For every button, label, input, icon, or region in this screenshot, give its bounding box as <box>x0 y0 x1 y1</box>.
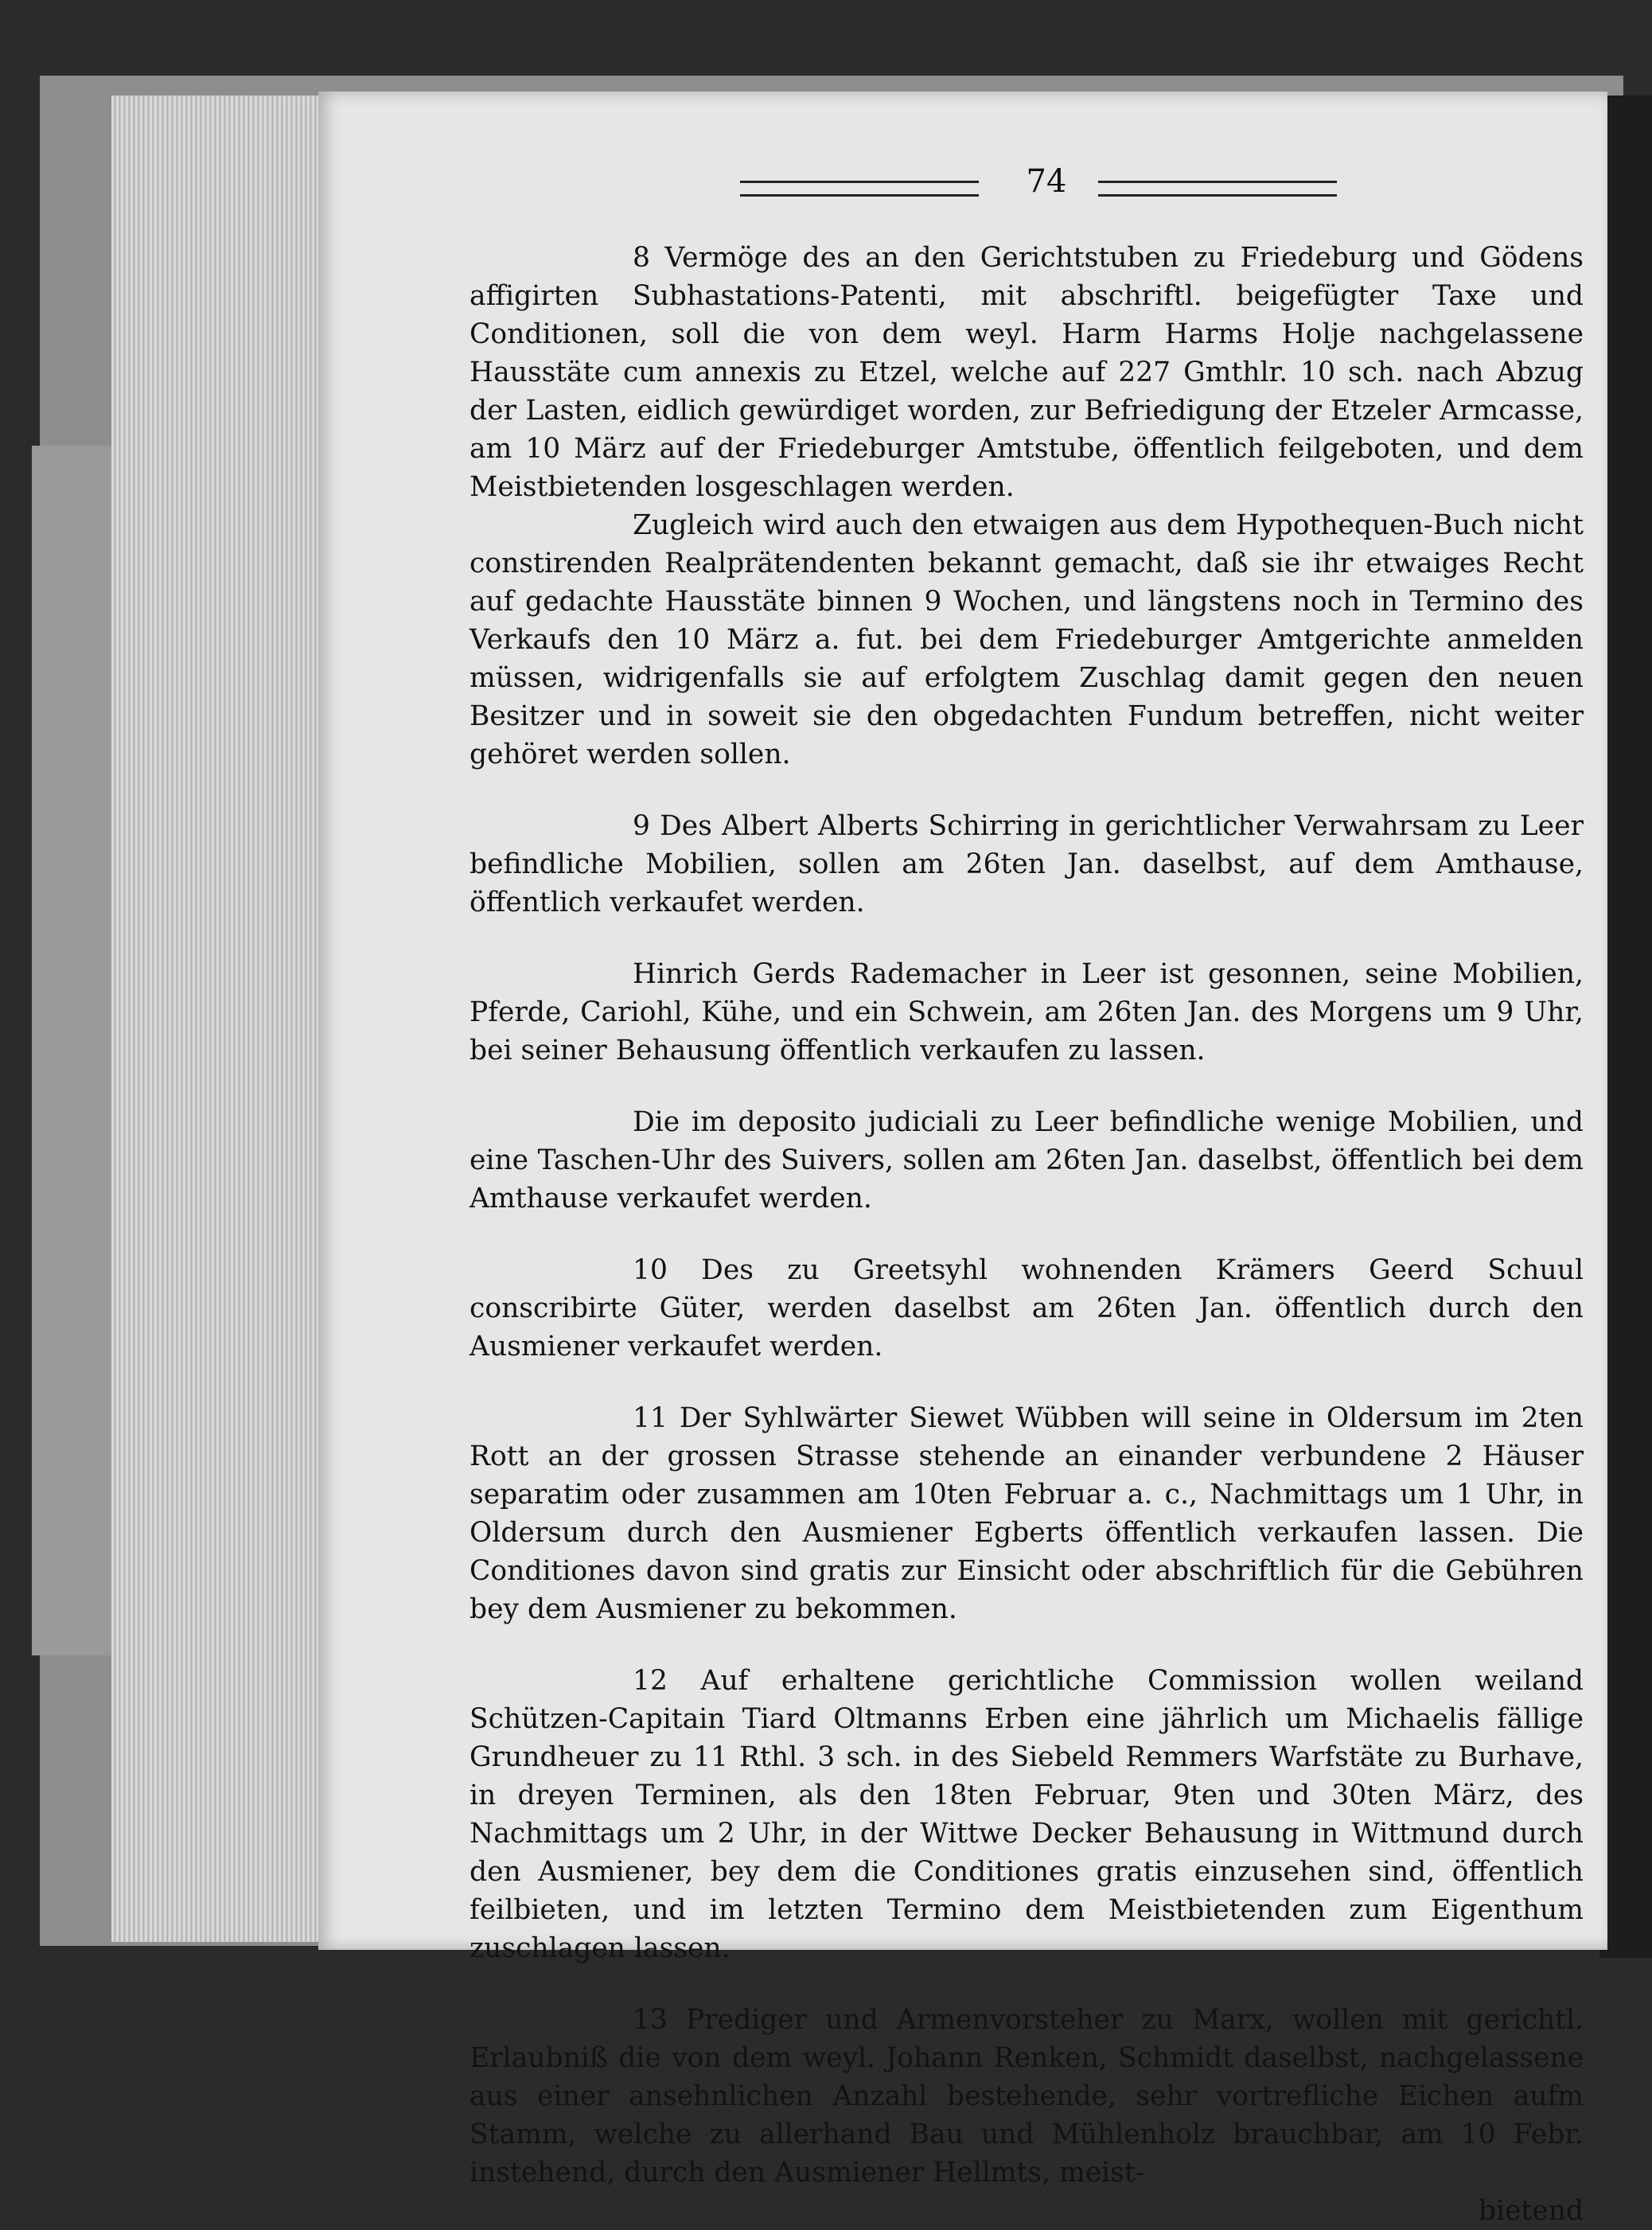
catchword: bietend <box>1478 2195 1584 2227</box>
paragraph-11: 11 Der Syhlwärter Siewet Wübben will seine in Oldersum im 2ten Rott an der grossen Strasse stehende an einander verbundene 2 Häuser separatim oder zusammen am 10ten Februar a. c., Nachmittags um 1 Uhr, in Oldersum durch den Ausmiener Egberts öffentlich verkaufen lassen. Die Conditiones davon sind gratis zur Einsicht oder abschriftlich für die Gebühren bey dem Ausmiener zu bekommen. <box>469 1402 1584 1625</box>
paragraph-9: 9 Des Albert Alberts Schirring in gerichtlicher Verwahrsam zu Leer befindliche Mobilien, sollen am 26ten Jan. daselbst, auf dem Amthause, öffentlich verkaufet werden. <box>469 810 1584 918</box>
paragraph-9-rademacher: Hinrich Gerds Rademacher in Leer ist gesonnen, seine Mobilien, Pferde, Cariohl, Kühe, und ein Schwein, am 26ten Jan. des Morgens um 9 Uhr, bei seiner Behausung öffentlich verkaufen zu lassen. <box>469 958 1584 1066</box>
paragraph-9-deposito: Die im deposito judiciali zu Leer befindliche wenige Mobilien, und eine Taschen-Uhr des Suivers, sollen am 26ten Jan. daselbst, öffentlich bei dem Amthause verkaufet werden. <box>469 1106 1584 1214</box>
page-header <box>422 163 1576 211</box>
page-number: 74 <box>1026 163 1067 200</box>
page-stack-edges <box>111 96 342 1942</box>
page-text <box>469 239 1584 2230</box>
paragraph-12: 12 Auf erhaltene gerichtliche Commission wollen weiland Schützen-Capitain Tiard Oltmanns Erben eine jährlich um Michaelis fällige Grundheuer zu 11 Rthl. 3 sch. in des Siebeld Remmers Warfstäte zu Burhave, in dreyen Terminen, als den 18ten Februar, 9ten und 30ten März, des Nachmittags um 2 Uhr, in der Wittwe Decker Behausung in Wittmund durch den Ausmiener, bey dem die Conditiones gratis einzusehen sind, öffentlich feilbieten, und im letzten Termino dem Meistbietenden zum Eigenthum zuschlagen lassen. <box>469 1665 1584 1964</box>
header-rule-left <box>740 181 979 197</box>
paragraph-8: 8 Vermöge des an den Gerichtstuben zu Friedeburg und Gödens affigirten Subhastations-Patenti, mit abschriftl. beigefügter Taxe und Conditionen, soll die von dem weyl. Harm Harms Holje nachgelassene Hausstäte cum annexis zu Etzel, welche auf 227 Gmthlr. 10 sch. nach Abzug der Lasten, eidlich gewürdiget worden, zur Befriedigung der Etzeler Armcasse, am 10 März auf der Friedeburger Amtstube, öffentlich feilgeboten, und dem Meistbietenden losgeschlagen werden. <box>469 242 1584 503</box>
book-cover-edge <box>32 446 111 1655</box>
paragraph-10: 10 Des zu Greetsyhl wohnenden Krämers Geerd Schuul conscribirte Güter, werden daselbst am 26ten Jan. öffentlich durch den Ausmiener verkaufet werden. <box>469 1254 1584 1363</box>
paragraph-13: 13 Prediger und Armenvorsteher zu Marx, wollen mit gerichtl. Erlaubniß die von dem weyl. Johann Renken, Schmidt daselbst, nachgelassene aus einer ansehnlichen Anzahl bestehende, sehr vortrefliche Eichen aufm Stamm, welche zu allerhand Bau und Mühlenholz brauchbar, am 10 Febr. instehend, durch den Ausmiener Hellmts, meist- <box>469 2004 1584 2189</box>
header-rule-right <box>1098 181 1337 197</box>
paragraph-8-continued: Zugleich wird auch den etwaigen aus dem Hypothequen-Buch nicht constirenden Realprätendenten bekannt gemacht, daß sie ihr etwaiges Recht auf gedachte Hausstäte binnen 9 Wochen, und längstens noch in Termino des Verkaufs den 10 März a. fut. bei dem Friedeburger Amtgerichte anmelden müssen, widrigenfalls sie auf erfolgtem Zuschlag damit gegen den neuen Besitzer und in soweit sie den obgedachten Fundum betreffen, nicht weiter gehöret werden sollen. <box>469 509 1584 770</box>
